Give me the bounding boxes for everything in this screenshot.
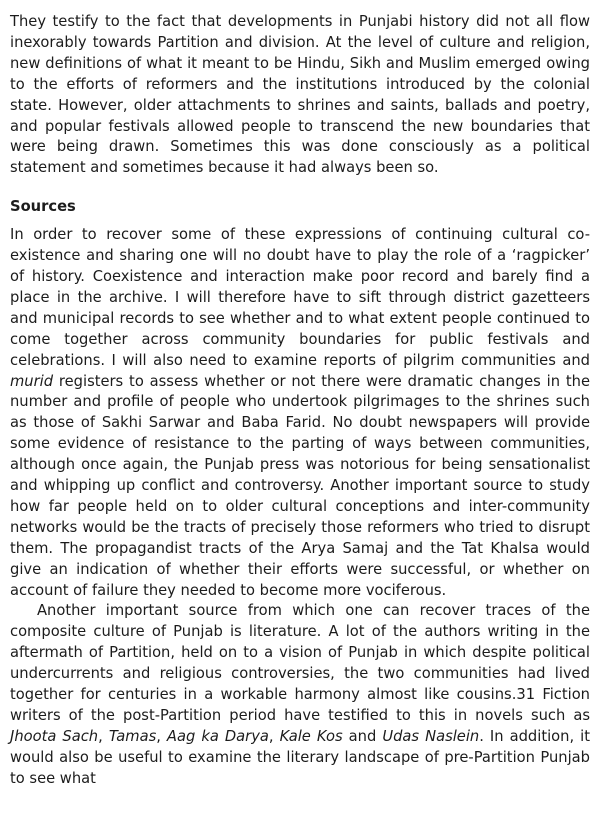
title-separator: , [156, 727, 167, 745]
term-murid: murid [10, 372, 54, 390]
section-heading-sources: Sources [10, 198, 76, 216]
novel-title: Tamas [108, 727, 157, 745]
title-separator: , [268, 727, 280, 745]
document-page [10, 12, 590, 790]
title-separator: and [342, 727, 383, 745]
paragraph-literature-text-1: Another important source from which one can recover traces of the composite culture of Punjab is literature. A lot of the authors writing in the aftermath of Partition, held on to a vision of Punjab in which despite political undercurrents and religious controversies, the two communities had lived together for centuries in a workable harmony almost like cousins.31 Fiction writers of the post-Partition period have testified to this in novels such as [10, 602, 590, 724]
paragraph-intro: They testify to the fact that developments in Punjabi history did not all flow inexorably towards Partition and division. At the level of culture and religion, new definitions of what it meant to be Hindu, Sikh and Muslim emerged owing to the efforts of reformers and the institutions introduced by the colonial state. However, older attachments to shrines and saints, ballads and poetry, and popular festivals allowed people to transcend the new boundaries that were being drawn. Sometimes this was done consciously as a political statement and sometimes because it had always been so. [10, 13, 590, 177]
novel-title: Udas Naslein [382, 727, 480, 745]
novel-title: Aag ka Darya [166, 727, 269, 745]
paragraph-sources [10, 225, 590, 601]
novel-title: Jhoota Sach [10, 727, 99, 745]
paragraph-sources-text-1: In order to recover some of these expressions of continuing cultural co-existence and sharing one will no doubt have to play the role of a ‘ragpicker’ of history. Coexistence and interaction make poor record and barely find a place in the archive. I will therefore have to sift through district gazetteers and municipal records to see whether and to what extent people continued to come together across community boundaries for public festivals and celebrations. I will also need to examine reports of pilgrim communities and [10, 226, 590, 369]
paragraph-sources-text-2: registers to assess whether or not there were dramatic changes in the number and profile of people who undertook pilgrimages to the shrines such as those of Sakhi Sarwar and Baba Farid. No doubt newspapers will provide some evidence of resistance to the parting of ways between communities, although once again, the Punjab press was notorious for being sensationalist and whipping up conflict and controversy. Another important source to study how far people held on to older cultural conceptions and inter-community networks would be the tracts of precisely those reformers who tried to disrupt them. The propagandist tracts of the Arya Samaj and the Tat Khalsa would give an indication of whether their efforts were successful, or whether on account of failure they needed to become more vociferous. [10, 372, 590, 599]
novel-title: Kale Kos [279, 727, 343, 745]
paragraph-literature [10, 601, 590, 789]
title-separator: , [98, 727, 109, 745]
paragraph-literature-text-2: . In addition, it would also be useful to examine the literary landscape of pre-Partition Punjab to see what [10, 727, 591, 787]
